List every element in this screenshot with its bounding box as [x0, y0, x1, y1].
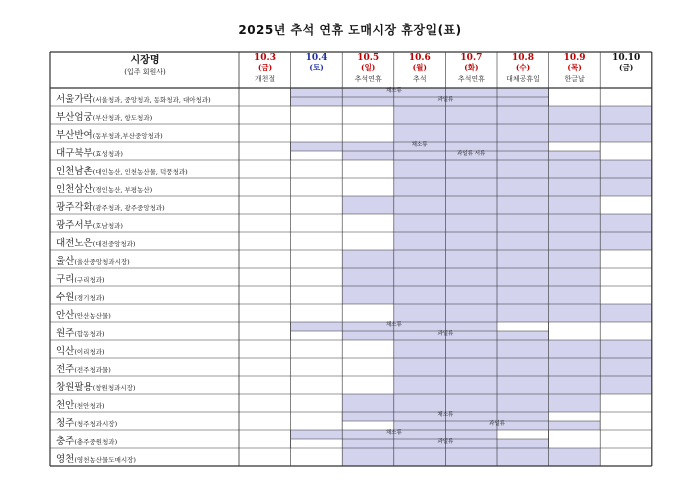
weekday: (월) [412, 63, 427, 72]
bar-label-vegetables: 채소류 [411, 142, 428, 148]
closed-cell [549, 358, 601, 376]
closed-cell [394, 250, 446, 268]
closed-cell [445, 304, 497, 322]
market-members: (효성청과) [92, 150, 123, 158]
closed-cell [394, 268, 446, 286]
closed-cell [342, 286, 394, 304]
market-name [56, 253, 238, 267]
market-name [56, 379, 238, 393]
market-members: (경인농산, 부평농산) [92, 186, 153, 194]
closed-cell [600, 232, 652, 250]
closed-cell [549, 304, 601, 322]
date-header [600, 53, 652, 74]
closed-cell [394, 304, 446, 322]
closed-cell [497, 178, 549, 196]
date-value: 10.4 [305, 53, 328, 63]
bar-label-fruits: 과일류 [489, 421, 505, 427]
market-name [56, 415, 238, 429]
market-members: (영천농산물도매시장) [74, 456, 136, 464]
closed-cell [445, 358, 497, 376]
holiday-name: 추석연휴 [457, 75, 485, 83]
date-header [394, 53, 446, 84]
market-name [56, 325, 238, 339]
market-members: (천안청과) [74, 402, 105, 410]
closed-cell [497, 160, 549, 178]
closed-cell [600, 358, 652, 376]
closed-cell [445, 268, 497, 286]
closed-cell [549, 250, 601, 268]
closed-cell [394, 214, 446, 232]
weekday: (일) [361, 63, 376, 72]
closed-cell [445, 214, 497, 232]
market-members: (호남청과) [92, 222, 123, 230]
market-title: 부산엄궁 [56, 112, 93, 123]
market-title: 영천 [56, 454, 75, 465]
bar-label-vegetables: 채소류 [385, 322, 402, 328]
closed-cell [394, 394, 446, 412]
weekday: (금) [257, 63, 273, 72]
closed-cell [497, 250, 549, 268]
holiday-name: 한글날 [564, 75, 585, 83]
market-members: (창원청과시장) [92, 384, 136, 392]
market-members: (대인농산, 인천농산물, 덕풍청과) [92, 168, 188, 176]
closed-cell [497, 358, 549, 376]
closed-cell [445, 178, 497, 196]
closed-cell [497, 448, 549, 466]
market-title: 대구북부 [56, 148, 93, 159]
closed-cell [600, 124, 652, 142]
date-header [497, 53, 549, 84]
closed-cell [445, 232, 497, 250]
closed-cell [394, 340, 446, 358]
market-title: 천안 [56, 400, 75, 411]
market-name [56, 91, 238, 105]
date-header [549, 53, 601, 84]
closed-cell [445, 376, 497, 394]
market-name [56, 289, 238, 303]
date-value: 10.5 [357, 53, 380, 63]
closed-cell [394, 160, 446, 178]
closed-cell [445, 160, 497, 178]
bar-label-fruits: 과일류 [437, 439, 454, 445]
market-name [56, 217, 238, 231]
closed-cell [600, 178, 652, 196]
date-value: 10.6 [408, 53, 431, 63]
market-title: 익산 [56, 346, 75, 357]
closed-cell [600, 106, 652, 124]
page-title: 2025년 추석 연휴 도매시장 휴장일(표) [238, 23, 462, 37]
weekday: (수) [515, 63, 531, 72]
market-members: (합동청과) [74, 330, 105, 338]
market-title: 광주각화 [56, 202, 93, 213]
closed-cell [497, 106, 549, 124]
date-header [445, 53, 497, 84]
market-title: 대전노은 [56, 238, 93, 249]
closed-cell [549, 340, 601, 358]
closed-cell [497, 214, 549, 232]
bar-label-vegetables: 채소류 [385, 88, 402, 94]
market-name [56, 235, 238, 249]
closed-cell [394, 106, 446, 124]
closed-cell [549, 160, 601, 178]
date-value: 10.3 [254, 53, 276, 63]
closed-cell [600, 376, 652, 394]
closed-cell [445, 196, 497, 214]
market-title: 서울가락 [56, 94, 93, 105]
market-name [56, 127, 238, 141]
date-header [239, 53, 291, 84]
closed-cell [342, 250, 394, 268]
market-name [56, 199, 238, 213]
date-value: 10.10 [612, 53, 641, 63]
closed-cell [600, 160, 652, 178]
market-title: 광주서부 [56, 220, 93, 231]
market-members: (서울청과, 중앙청과, 동화청과, 대아청과) [92, 96, 211, 104]
market-title: 안산 [56, 310, 75, 321]
holiday-name: 추석연휴 [354, 75, 382, 83]
bar-label-fruits: 과일류 [437, 331, 454, 337]
market-title: 충주 [56, 436, 75, 447]
market-members: (울산중앙청과시장) [74, 258, 130, 266]
date-value: 10.7 [460, 53, 483, 63]
closed-cell [394, 376, 446, 394]
market-members: (안산농산물) [74, 312, 111, 320]
market-name [56, 307, 238, 321]
market-name [56, 271, 238, 285]
market-members: (대전중앙청과) [92, 240, 136, 248]
market-column-label: 시장명 [130, 55, 160, 66]
closed-cell [445, 286, 497, 304]
closed-cell [342, 448, 394, 466]
market-title: 수원 [56, 292, 75, 303]
weekday: (화) [464, 63, 479, 72]
market-title: 창원팔용 [56, 382, 93, 393]
closed-cell [497, 394, 549, 412]
closed-cell [394, 358, 446, 376]
market-members: (충주중원청과) [74, 438, 118, 446]
market-members: (경기청과) [74, 294, 105, 302]
date-header [342, 53, 394, 84]
market-column-sublabel: (입주 회원사) [124, 68, 166, 76]
closed-cell [394, 196, 446, 214]
market-title: 인천삼산 [56, 184, 93, 195]
closed-cell [497, 340, 549, 358]
closed-cell [549, 376, 601, 394]
bar-label-vegetables: 채소류 [385, 430, 402, 436]
closed-cell [497, 286, 549, 304]
closed-cell [394, 178, 446, 196]
bar-label-fruits: 과일류 [437, 97, 454, 103]
closed-cell [342, 196, 394, 214]
closed-cell [445, 448, 497, 466]
holiday-name: 개천절 [254, 75, 276, 83]
closed-cell [549, 232, 601, 250]
closed-cell [600, 304, 652, 322]
closed-cell [549, 124, 601, 142]
closed-cell [549, 196, 601, 214]
market-name [56, 181, 238, 195]
closed-cell [549, 286, 601, 304]
holiday-name: 대체공휴일 [506, 75, 540, 83]
closed-cell [445, 340, 497, 358]
closed-cell [394, 448, 446, 466]
market-name [56, 451, 238, 465]
closed-cell [600, 340, 652, 358]
market-members: (광주청과, 광주중앙청과) [92, 204, 165, 212]
market-name [56, 397, 238, 411]
closed-cell [497, 196, 549, 214]
closed-cell [497, 124, 549, 142]
market-title: 울산 [56, 256, 75, 267]
market-members: (청주청과시장) [74, 420, 118, 428]
closed-cell [394, 232, 446, 250]
holiday-name: 추석 [413, 75, 427, 83]
date-header [291, 53, 343, 74]
market-name [56, 163, 238, 177]
market-members: (이리청과) [74, 348, 105, 356]
closed-cell [497, 376, 549, 394]
market-title: 구리 [56, 274, 75, 285]
closed-cell [549, 214, 601, 232]
closed-cell [549, 106, 601, 124]
market-name [56, 145, 238, 159]
closed-cell [342, 268, 394, 286]
market-title: 원주 [56, 328, 75, 339]
market-members: (부산청과, 항도청과) [92, 114, 153, 122]
weekday: (목) [567, 63, 582, 72]
closed-cell [497, 304, 549, 322]
market-title: 청주 [56, 418, 75, 429]
date-value: 10.9 [563, 53, 586, 63]
closed-cell [394, 124, 446, 142]
closed-cell [549, 394, 601, 412]
closed-cell [445, 106, 497, 124]
closed-cell [445, 394, 497, 412]
weekday: (금) [619, 63, 634, 72]
market-title: 인천남촌 [56, 166, 93, 177]
market-members: (전주청과물) [74, 366, 111, 374]
market-members: (동부청과,부산중앙청과) [92, 132, 163, 140]
bar-label-vegetables: 채소류 [437, 412, 454, 418]
market-name [56, 343, 238, 357]
closed-cell [549, 448, 601, 466]
closed-cell [549, 268, 601, 286]
closed-cell [394, 286, 446, 304]
closed-cell [342, 394, 394, 412]
market-title: 전주 [56, 364, 75, 375]
closed-cell [549, 178, 601, 196]
date-value: 10.8 [512, 53, 534, 63]
closed-cell [497, 232, 549, 250]
market-members: (구리청과) [74, 276, 105, 284]
market-name [56, 109, 238, 123]
closed-cell [497, 268, 549, 286]
closed-cell [445, 124, 497, 142]
closed-cell [445, 250, 497, 268]
closed-cell [600, 214, 652, 232]
bar-label-fruits: 과일류 서류 [457, 151, 486, 157]
market-name [56, 361, 238, 375]
market-title: 부산반여 [56, 130, 93, 141]
weekday: (토) [309, 63, 324, 72]
market-name [56, 433, 238, 447]
